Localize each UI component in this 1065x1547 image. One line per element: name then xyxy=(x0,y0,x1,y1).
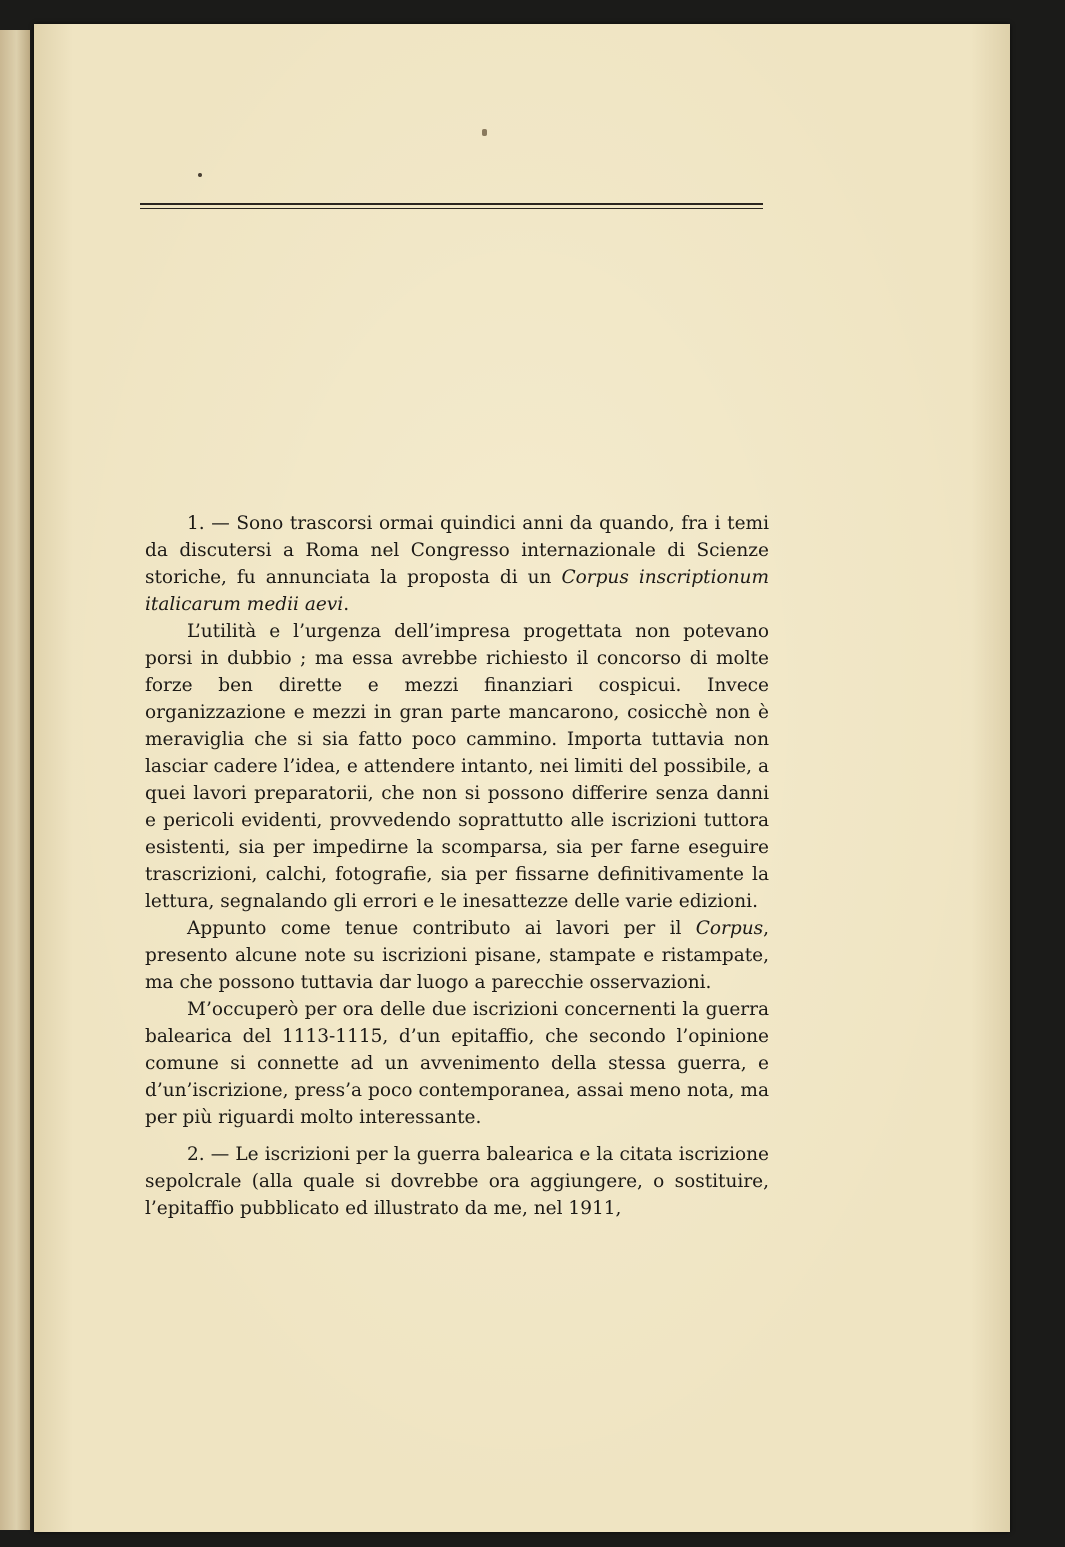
text-run: L’utilità e l’urgenza dell’impresa progettata non potevano porsi in dubbio ; ma essa avrebbe richiesto il concorso di molte forze ben dirette e mezzi finanziari cospicui. Invece organizzazione e mezzi in gran parte mancarono, cosicchè non è meraviglia che si sia fatto poco cammino. Importa tuttavia non lasciar cadere l’idea, e attendere intanto, nei limiti del possibile, a quei lavori preparatorii, che non si possono differire senza danni e pericoli evidenti, provvedendo soprattutto alle iscrizioni tuttora esistenti, sia per impedirne la scomparsa, sia per farne eseguire trascrizioni, calchi, fotografie, sia per fissarne definitivamente la lettura, segnalando gli errori e le inesattezze delle varie edizioni. xyxy=(145,621,769,912)
text-run: 1. — Sono trascorsi ormai quindici anni da quando, fra i temi da discutersi a Roma nel Congresso internazionale di Scienze storiche, fu annunciata la proposta di un xyxy=(145,513,769,588)
header-rule-thin xyxy=(140,208,763,209)
italic-title: Corpus xyxy=(695,918,764,939)
ink-speck xyxy=(482,129,487,136)
paragraph-p1 xyxy=(145,510,769,618)
paragraph-p5 xyxy=(145,1141,769,1222)
text-run: , presento alcune note su iscrizioni pisane, stampate e ristampate, ma che possono tuttavia dar luogo a parecchie osservazioni. xyxy=(145,918,769,993)
text-run: Appunto come tenue contributo ai lavori per il xyxy=(187,918,696,939)
previous-page-edge xyxy=(0,30,30,1530)
text-run: M’occuperò per ora delle due iscrizioni concernenti la guerra balearica del 1113-1115, d’un epitaffio, che secondo l’opinione comune si connette ad un avvenimento della stessa guerra, e d’un’iscrizione, press’a poco contemporanea, assai meno nota, ma per più riguardi molto interessante. xyxy=(145,999,769,1128)
paragraph-p3 xyxy=(145,915,769,996)
paragraph-p4 xyxy=(145,996,769,1131)
paragraph-p2 xyxy=(145,618,769,915)
body-text xyxy=(145,510,769,1222)
italic-title: Corpus inscriptionum italicarum medii aevi xyxy=(145,567,769,615)
text-run: . xyxy=(343,594,350,615)
header-rule-thick xyxy=(140,203,763,205)
text-run: 2. — Le iscrizioni per la guerra balearica e la citata iscrizione sepolcrale (alla quale si dovrebbe ora aggiungere, o sostituire, l’epitaffio pubblicato ed illustrato da me, nel 1911, xyxy=(145,1144,769,1219)
ink-speck xyxy=(198,173,202,177)
